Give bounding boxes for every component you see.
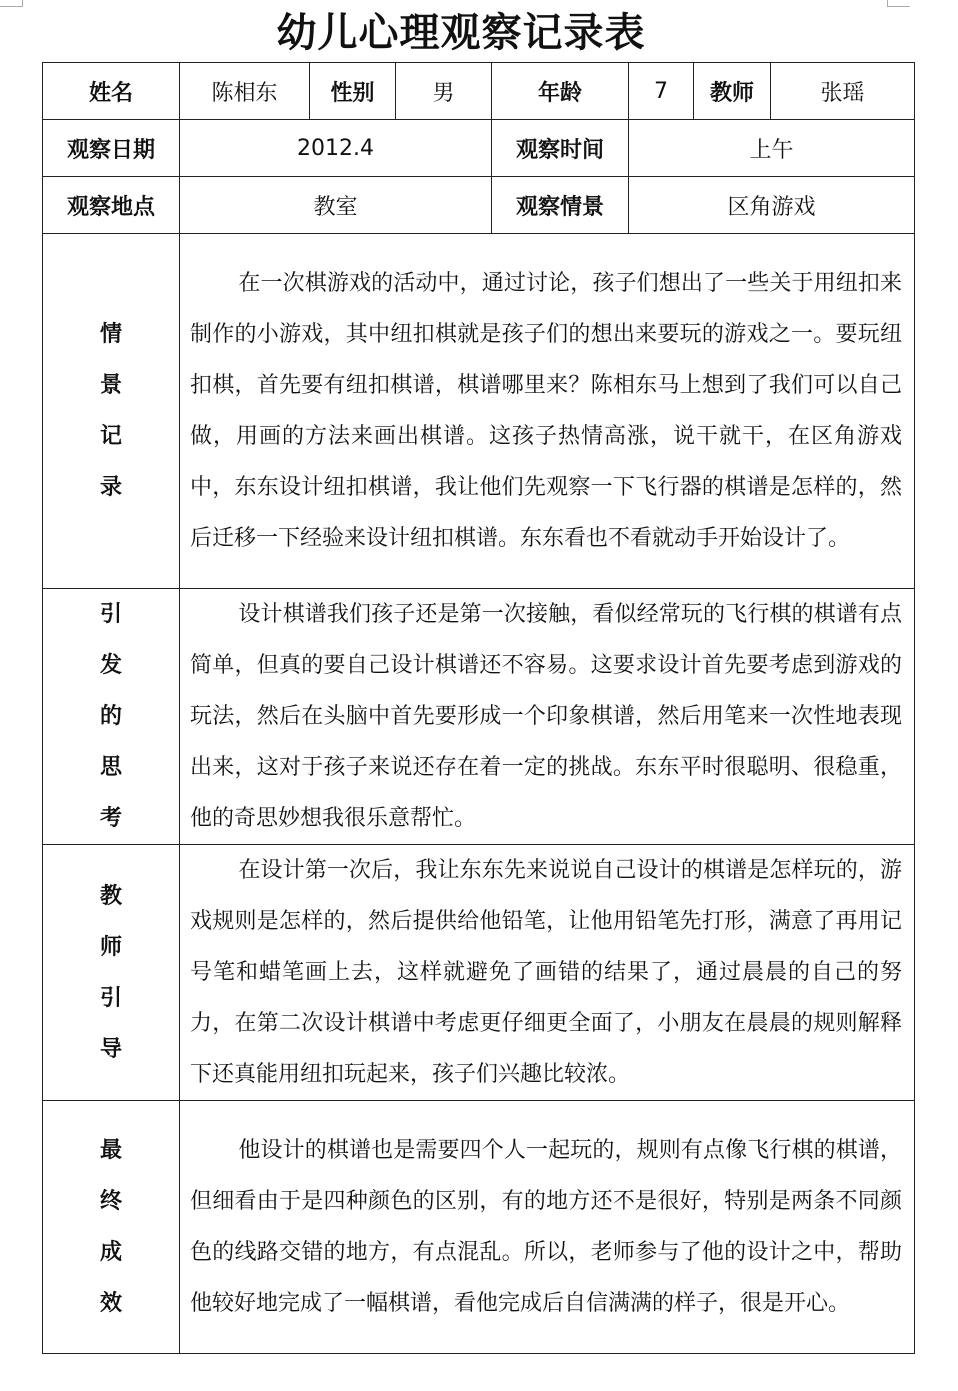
section-label-char: 景	[99, 373, 122, 398]
basic-info-row	[43, 63, 915, 120]
section-label-char: 导	[99, 1036, 122, 1062]
observation-scene-value: 区角游戏	[629, 177, 915, 234]
section-label-char: 引	[99, 985, 122, 1011]
section-label	[43, 234, 180, 589]
section-content	[180, 234, 915, 589]
observation-time-value: 上午	[629, 120, 915, 177]
teacher-value: 张瑶	[771, 63, 915, 120]
section-paragraph: 在设计第一次后，我让东东先来说说自己设计的棋谱是怎样玩的，游戏规则是怎样的，然后提供给他铅笔，让他用铅笔先打形，满意了再用记号笔和蜡笔画上去，这样就避免了画错的结果了，通过晨晨的自己的努力，在第二次设计棋谱中考虑更仔细更全面了，小朋友在晨晨的规则解释下还真能用纽扣玩起来，孩子们兴趣比较浓。	[190, 858, 902, 1087]
section-label	[43, 1101, 180, 1354]
section-content	[180, 589, 915, 845]
section-final-result	[43, 1101, 915, 1354]
section-label-char: 的	[99, 704, 122, 729]
name-label: 姓名	[43, 63, 180, 120]
date-time-row	[43, 120, 915, 177]
section-label-char: 发	[99, 653, 122, 678]
observation-date-value: 2012.4	[180, 120, 492, 177]
section-label	[43, 845, 180, 1101]
age-value: 7	[629, 63, 694, 120]
section-label-char: 成	[99, 1240, 122, 1265]
page-corner-mark-left	[0, 0, 23, 7]
section-label	[43, 589, 180, 845]
observation-record-table	[42, 62, 915, 1354]
section-content	[180, 845, 915, 1101]
observation-place-value: 教室	[180, 177, 492, 234]
section-label-char: 终	[99, 1189, 122, 1214]
name-value: 陈相东	[180, 63, 310, 120]
section-scene-record	[43, 234, 915, 589]
section-paragraph: 设计棋谱我们孩子还是第一次接触，看似经常玩的飞行棋的棋谱有点简单，但真的要自己设计棋谱还不容易。这要求设计首先要考虑到游戏的玩法，然后在头脑中首先要形成一个印象棋谱，然后用笔来一次性地表现出来，这对于孩子来说还存在着一定的挑战。东东平时很聪明、很稳重，他的奇思妙想我很乐意帮忙。	[190, 602, 902, 831]
gender-value: 男	[396, 63, 492, 120]
section-label-char: 师	[99, 934, 122, 960]
section-content	[180, 1101, 915, 1354]
section-label-char: 思	[99, 755, 122, 780]
observation-scene-label: 观察情景	[492, 177, 629, 234]
place-scene-row	[43, 177, 915, 234]
section-label-char: 记	[99, 424, 122, 449]
observation-place-label: 观察地点	[43, 177, 180, 234]
section-label-char: 最	[99, 1138, 122, 1163]
section-paragraph: 他设计的棋谱也是需要四个人一起玩的，规则有点像飞行棋的棋谱，但细看由于是四种颜色的区别，有的地方还不是很好，特别是两条不同颜色的线路交错的地方，有点混乱。所以，老师参与了他的设计之中，帮助他较好地完成了一幅棋谱，看他完成后自信满满的样子，很是开心。	[190, 1138, 902, 1316]
age-label: 年龄	[492, 63, 629, 120]
section-reflection	[43, 589, 915, 845]
section-label-char: 考	[99, 806, 122, 831]
document-title: 幼儿心理观察记录表	[276, 10, 646, 56]
section-label-char: 引	[99, 602, 122, 627]
section-label-char: 录	[99, 475, 122, 500]
observation-time-label: 观察时间	[492, 120, 629, 177]
gender-label: 性别	[310, 63, 396, 120]
section-paragraph: 在一次棋游戏的活动中，通过讨论，孩子们想出了一些关于用纽扣来制作的小游戏，其中纽扣棋就是孩子们的想出来要玩的游戏之一。要玩纽扣棋，首先要有纽扣棋谱，棋谱哪里来？陈相东马上想到了我们可以自己做，用画的方法来画出棋谱。这孩子热情高涨，说干就干，在区角游戏中，东东设计纽扣棋谱，我让他们先观察一下飞行器的棋谱是怎样的，然后迁移一下经验来设计纽扣棋谱。东东看也不看就动手开始设计了。	[190, 271, 902, 551]
observation-date-label: 观察日期	[43, 120, 180, 177]
section-label-char: 教	[99, 883, 122, 909]
page-corner-mark-right	[887, 0, 910, 7]
teacher-label: 教师	[694, 63, 771, 120]
section-teacher-guidance	[43, 845, 915, 1101]
section-label-char: 情	[99, 322, 122, 347]
section-label-char: 效	[99, 1291, 122, 1316]
